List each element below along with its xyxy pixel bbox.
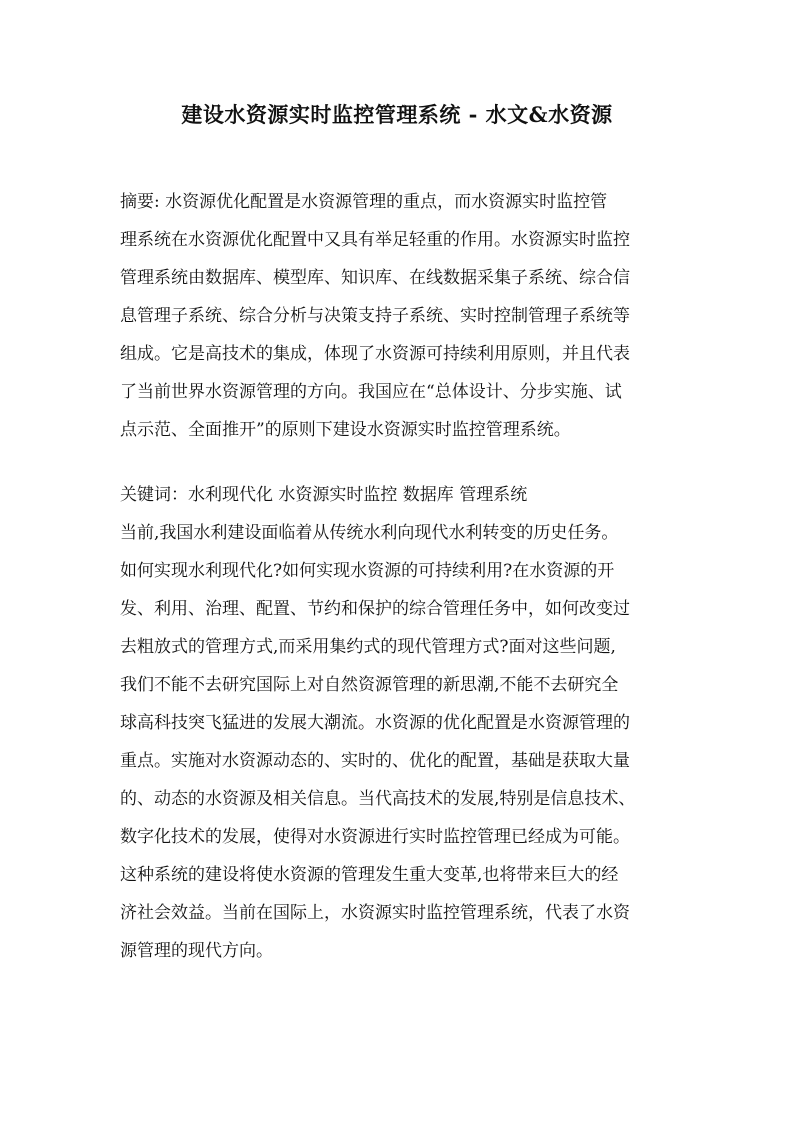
body-line: 当前,我国水利建设面临着从传统水利向现代水利转变的历史任务。 [120,523,619,543]
keywords-paragraph [120,476,680,514]
body-line: 这种系统的建设将使水资源的管理发生重大变革,也将带来巨大的经 [120,865,619,885]
keywords-line: 关键词：水利现代化 水资源实时监控 数据库 管理系统 [120,485,528,505]
abstract-line: 管理系统由数据库、模型库、知识库、在线数据采集子系统、综合信 [120,268,630,288]
document-title: 建设水资源实时监控管理系统 - 水文&水资源 [181,102,613,127]
body-line: 济社会效益。当前在国际上，水资源实时监控管理系统，代表了水资 [120,903,630,923]
body-line: 的、动态的水资源及相关信息。当代高技术的发展,特别是信息技术、 [120,789,636,809]
body-line: 如何实现水利现代化?如何实现水资源的可持续利用?在水资源的开 [120,561,615,581]
body-line: 去粗放式的管理方式,而采用集约式的现代管理方式?面对这些问题, [120,637,616,657]
body-paragraph [120,514,680,970]
abstract-line: 点示范、全面推开”的原则下建设水资源实时监控管理系统。 [120,420,571,440]
body-line: 重点。实施对水资源动态的、实时的、优化的配置，基础是获取大量 [120,751,630,771]
body-line: 数字化技术的发展，使得对水资源进行实时监控管理已经成为可能。 [120,827,630,847]
body-line: 发、利用、治理、配置、节约和保护的综合管理任务中，如何改变过 [120,599,630,619]
abstract-line: 息管理子系统、综合分析与决策支持子系统、实时控制管理子系统等 [120,306,630,326]
abstract-line: 理系统在水资源优化配置中又具有举足轻重的作用。水资源实时监控 [120,230,630,250]
body-line: 源管理的现代方向。 [120,941,273,961]
abstract-line: 摘要: 水资源优化配置是水资源管理的重点，而水资源实时监控管 [120,192,608,212]
body-line: 球高科技突飞猛进的发展大潮流。水资源的优化配置是水资源管理的 [120,713,630,733]
abstract-line: 了当前世界水资源管理的方向。我国应在“总体设计、分步实施、试 [120,382,622,402]
body-line: 我们不能不去研究国际上对自然资源管理的新思潮,不能不去研究全 [120,675,619,695]
abstract-paragraph [120,183,680,449]
abstract-line: 组成。它是高技术的集成，体现了水资源可持续利用原则，并且代表 [120,344,630,364]
